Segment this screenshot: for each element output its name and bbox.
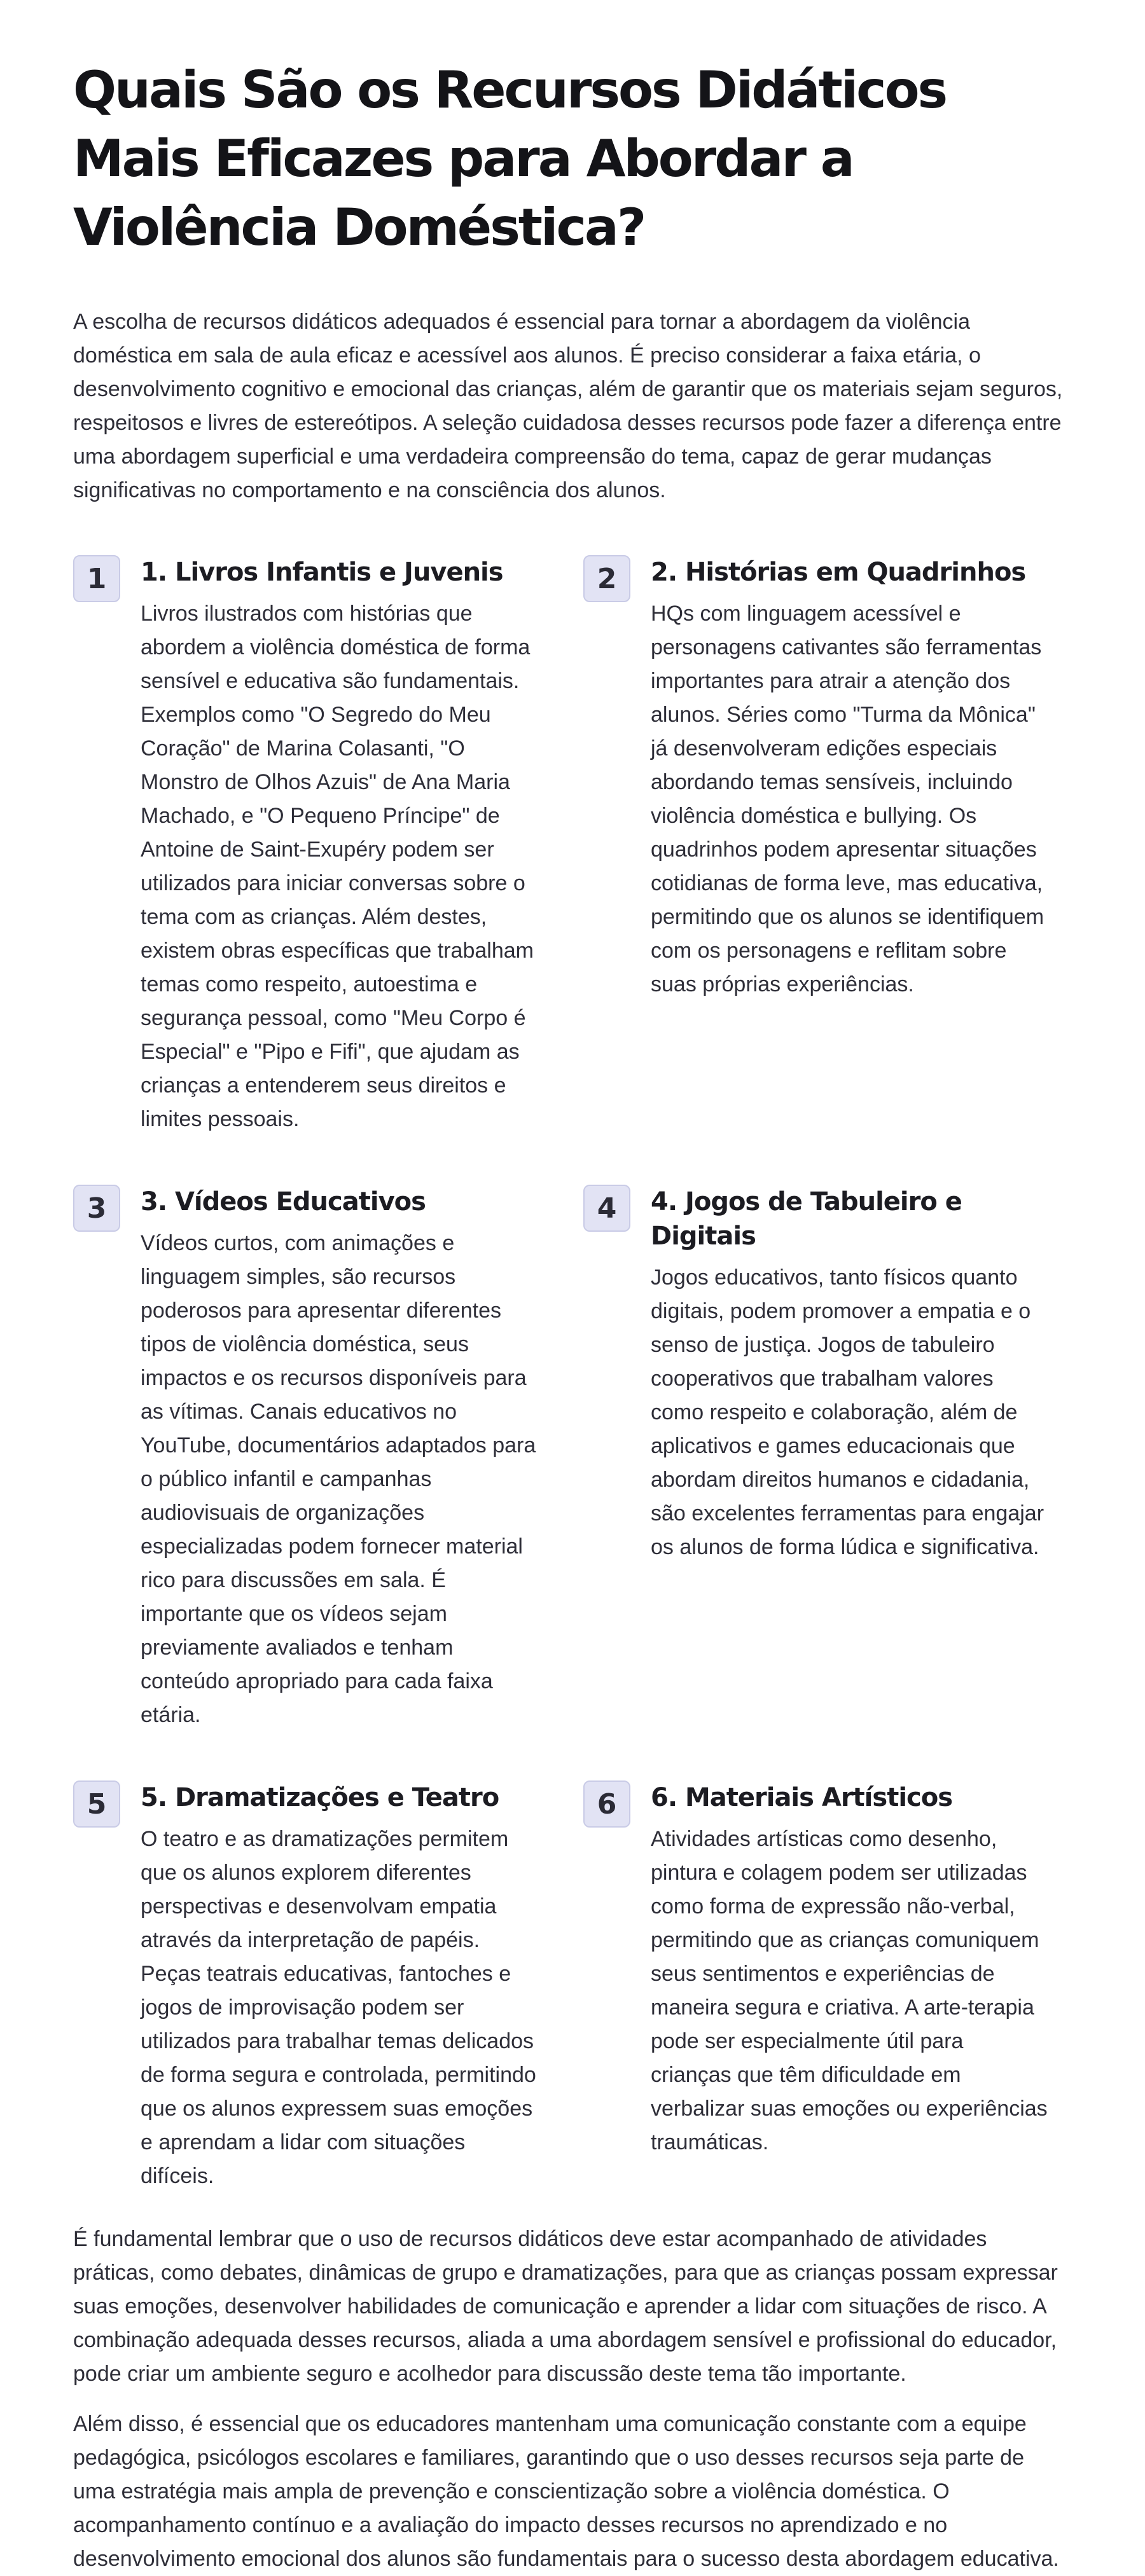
resource-title: 4. Jogos de Tabuleiro e Digitais bbox=[651, 1187, 962, 1251]
resource-item-theater bbox=[73, 1780, 538, 2193]
number-badge: 5 bbox=[73, 1780, 120, 1828]
resource-body bbox=[141, 1185, 538, 1732]
resource-description: Vídeos curtos, com animações e linguagem simples, são recursos poderosos para apresentar diferentes tipos de violência doméstica, seus impactos e os recursos disponíveis para as vítimas. Canais educativos no YouTube, documentários adaptados para o público infantil e campanhas audiovisuais de organizações especializadas podem fornecer material rico para discussões em sala. É importante que os vídeos sejam previamente avaliados e tenham conteúdo apropriado para cada faixa etária. bbox=[141, 1231, 536, 1727]
number-badge: 1 bbox=[73, 555, 120, 602]
resource-item-art bbox=[583, 1780, 1048, 2193]
resource-description: HQs com linguagem acessível e personagens cativantes são ferramentas importantes para atrair a atenção dos alunos. Séries como "Turma da Mônica" já desenvolveram edições especiais abordando temas sensíveis, incluindo violência doméstica e bullying. Os quadrinhos podem apresentar situações cotidianas de forma leve, mas educativa, permitindo que os alunos se identifiquem com os personagens e reflitam sobre suas próprias experiências. bbox=[651, 602, 1044, 996]
page-title: Quais São os Recursos Didáticos Mais Eficazes para Abordar a Violência Doméstica? bbox=[73, 60, 947, 257]
resource-description: O teatro e as dramatizações permitem que os alunos explorem diferentes perspectivas e desenvolvam empatia através da interpretação de papéis. Peças teatrais educativas, fantoches e jogos de improvisação podem ser utilizados para trabalhar temas delicados de forma segura e controlada, permitindo que os alunos expressem suas emoções e aprendam a lidar com situações difíceis. bbox=[141, 1827, 536, 2188]
resource-item-comics bbox=[583, 555, 1048, 1136]
resource-description: Atividades artísticas como desenho, pintura e colagem podem ser utilizadas como forma de expressão não-verbal, permitindo que as crianças comuniquem seus sentimentos e experiências de maneira segura e criativa. A arte-terapia pode ser especialmente útil para crianças que têm dificuldade em verbalizar suas emoções ou experiências traumáticas. bbox=[651, 1827, 1048, 2154]
resources-grid bbox=[73, 555, 1072, 2193]
number-badge: 4 bbox=[583, 1185, 630, 1232]
resource-body bbox=[141, 555, 538, 1136]
resource-title: 2. Histórias em Quadrinhos bbox=[651, 558, 1026, 587]
resource-body bbox=[651, 1780, 1048, 2159]
resource-description: Livros ilustrados com histórias que abordem a violência doméstica de forma sensível e educativa são fundamentais. Exemplos como "O Segredo do Meu Coração" de Marina Colasanti, "O Monstro de Olhos Azuis" de Ana Maria Machado, e "O Pequeno Príncipe" de Antoine de Saint-Exupéry podem ser utilizados para iniciar conversas sobre o tema com as crianças. Além destes, existem obras específicas que trabalham temas como respeito, autoestima e segurança pessoal, como "Meu Corpo é Especial" e "Pipo e Fifi", que ajudam as crianças a entenderem seus direitos e limites pessoais. bbox=[141, 602, 534, 1131]
resource-description: Jogos educativos, tanto físicos quanto digitais, podem promover a empatia e o senso de justiça. Jogos de tabuleiro cooperativos que trabalham valores como respeito e colaboração, além de aplicativos e games educacionais que abordam direitos humanos e cidadania, são excelentes ferramentas para engajar os alunos de forma lúdica e significativa. bbox=[651, 1265, 1044, 1559]
resource-title: 6. Materiais Artísticos bbox=[651, 1783, 953, 1812]
resource-title: 1. Livros Infantis e Juvenis bbox=[141, 558, 503, 587]
resource-item-books bbox=[73, 555, 538, 1136]
resource-item-videos bbox=[73, 1185, 538, 1732]
number-badge: 6 bbox=[583, 1780, 630, 1828]
resource-body bbox=[141, 1780, 538, 2193]
closing-paragraph: É fundamental lembrar que o uso de recursos didáticos deve estar acompanhado de atividades práticas, como debates, dinâmicas de grupo e dramatizações, para que as crianças possam expressar suas emoções, desenvolver habilidades de comunicação e aprender a lidar com situações de risco. A combinação adequada desses recursos, aliada a uma abordagem sensível e profissional do educador, pode criar um ambiente seguro e acolhedor para discussão deste tema tão importante. bbox=[73, 2227, 1058, 2386]
resource-title: 3. Vídeos Educativos bbox=[141, 1187, 426, 1216]
resource-body bbox=[651, 1185, 1048, 1564]
resource-body bbox=[651, 555, 1048, 1002]
closing-paragraph-2: Além disso, é essencial que os educadores mantenham uma comunicação constante com a equipe pedagógica, psicólogos escolares e familiares, garantindo que o uso desses recursos seja parte de uma estratégia mais ampla de prevenção e conscientização sobre a violência doméstica. O acompanhamento contínuo e a avaliação do impacto desses recursos no aprendizado e no desenvolvimento emocional dos alunos são fundamentais para o sucesso desta abordagem educativa. bbox=[73, 2412, 1059, 2571]
resource-title: 5. Dramatizações e Teatro bbox=[141, 1783, 499, 1812]
number-badge: 3 bbox=[73, 1185, 120, 1232]
intro-paragraph: A escolha de recursos didáticos adequados é essencial para tornar a abordagem da violência doméstica em sala de aula eficaz e acessível aos alunos. É preciso considerar a faixa etária, o desenvolvimento cognitivo e emocional das crianças, além de garantir que os materiais sejam seguros, respeitosos e livres de estereótipos. A seleção cuidadosa desses recursos pode fazer a diferença entre uma abordagem superficial e uma verdadeira compreensão do tema, capaz de gerar mudanças significativas no comportamento e na consciência dos alunos. bbox=[73, 310, 1063, 502]
number-badge: 2 bbox=[583, 555, 630, 602]
resource-item-games bbox=[583, 1185, 1048, 1732]
